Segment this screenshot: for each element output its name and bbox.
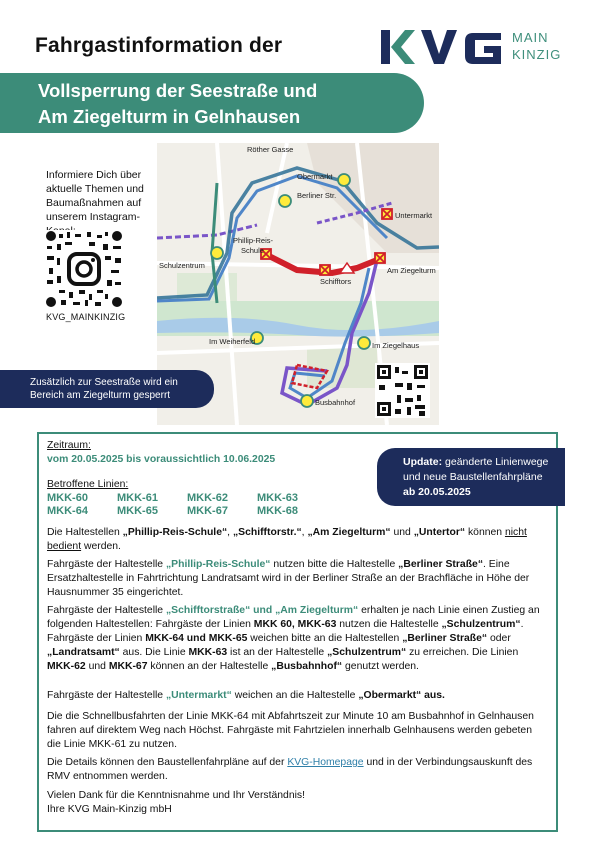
page-title: Fahrgastinformation der [35,34,283,57]
map-label-obermarkt: Obermarkt [297,172,333,181]
map-label-schifftors: Schifftors [320,277,352,286]
closing-text: Vielen Dank für die Kenntnisnahme und Ihr Verständnis! Ihre KVG Main-Kinzig mbH [47,790,306,815]
paragraph-details: Die Details können den Baustellenfahrpläne auf der KVG-Homepage und in der Verbindungsauskunft des RMV entnommen werden. [47,757,533,782]
map-label-schule: Schule [241,246,264,255]
line-badge: MKK-64 [47,505,88,517]
line-badge: MKK-60 [47,492,88,504]
map-label-phillip: Phillip-Reis- [233,236,274,245]
paragraph-schnellbus: Die die Schnellbusfahrten der Linie MKK-64 mit Abfahrtszeit zur Minute 10 am Busbahnhof in Gelnhausen fahren auf direktem Weg nach Höchst. Fahrgäste mit Fahrtzielen innerhalb Gelnhausens werden gebeten die Linie MKK-61 zu nutzen. [47,711,534,750]
line-badge: MKK-62 [187,492,228,504]
paragraph-schifftor: Fahrgäste der Haltestelle „Schifftorstraße“ und „Am Ziegelturm“ erhalten je nach Linie einen Zustieg an folgenden Haltestellen: Fahrgäste der Linien MKK 60, MKK-63 nutzen die Haltestelle „Schulzentrum“. Fahrgäste der Linien MKK-64 und MKK-65 weichen bitte an die Haltestellen „Berliner Straße“ oder „Landratsamt“ aus. Die Linie MKK-63 ist an der Haltestelle „Schulzentrum“ zu erreichen. Die Linien MKK-62 und MKK-67 können an der Haltestelle „Busbahnhof“ genutzt werden. [47,605,540,672]
headline-banner: Vollsperrung der Seestraße und Am Ziegelturm in Gelnhausen [0,73,424,133]
paragraph-phillip: Fahrgäste der Haltestelle „Phillip-Reis-Schule“ nutzen bitte die Haltestelle „Berliner Straße“. Eine Ersatzhaltestelle in Fahrtrichtung Landratsamt wird in der Berliner Straße an der Brachfläche in Höhe der Hausnummer 35 eingerichtet. [47,559,530,598]
line-badge: MKK-68 [257,505,298,517]
affected-lines [47,492,327,517]
zeitraum-label: Zeitraum: [47,440,91,451]
paragraph-untermarkt: Fahrgäste der Haltestelle „Untermarkt“ weichen an die Haltestelle „Obermarkt“ aus. [47,690,445,701]
instagram-text: Informiere Dich über aktuelle Themen und Baumaßnahmen auf unserem Instagram- [46,169,144,223]
kvg-homepage-link[interactable]: KVG-Homepage [287,757,364,768]
lines-label: Betroffene Linien: [47,479,129,490]
map-label-ziegelhaus: Im Ziegelhaus [372,341,420,350]
logo-text: MAIN KINZIG [512,30,562,62]
line-badge: MKK-61 [117,492,158,504]
map-label-untermarkt: Untermarkt [395,211,433,220]
map-label-weiherfeld: Im Weiherfeld [209,337,256,346]
line-badge: MKK-67 [187,505,228,517]
update-badge: Update: geänderte Linienwege und neue Baustellenfahrpläne ab 20.05.2025 [377,448,565,506]
line-badge: MKK-63 [257,492,298,504]
map-label-roether: Röther Gasse [247,145,294,154]
map-label-schulzentrum: Schulzentrum [159,261,205,270]
paragraph-stops: Die Haltestellen „Phillip-Reis-Schule“, „Schifftorstr.“, „Am Ziegelturm“ und „Untertor“ können nicht bedient werden. [47,527,527,552]
map-label-ziegelturm: Am Ziegelturm [387,266,436,275]
line-badge: MKK-65 [117,505,158,517]
zeitraum-value: vom 20.05.2025 bis voraussichtlich 10.06.2025 [47,454,276,465]
map-label-berliner: Berliner Str. [297,191,337,200]
instagram-handle: KVG_MAINKINZIG [46,312,126,322]
instagram-qr-code[interactable] [45,230,123,308]
closure-note: Zusätzlich zur Seestraße wird ein Bereich am Ziegelturm gesperrt [0,370,214,408]
map-label-busbahnhof: Busbahnhof [315,398,356,407]
